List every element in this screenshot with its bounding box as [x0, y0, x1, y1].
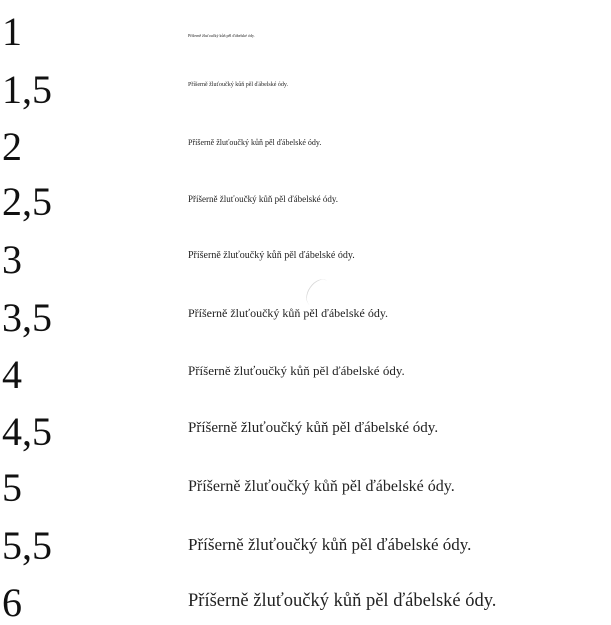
- sample-text: Příšerně žluťoučký kůň pěl ďábelské ódy.: [188, 250, 355, 261]
- size-label: 3: [2, 237, 22, 282]
- sample-text: Příšerně žluťoučký kůň pěl ďábelské ódy.: [188, 82, 289, 88]
- size-label: 2,5: [2, 179, 52, 224]
- sample-text: Příšerně žluťoučký kůň pěl ďábelské ódy.: [188, 33, 255, 38]
- sample-text: Příšerně žluťoučký kůň pěl ďábelské ódy.: [188, 363, 405, 378]
- sample-text: Příšerně žluťoučký kůň pěl ďábelské ódy.: [188, 591, 497, 611]
- sample-text: Příšerně žluťoučký kůň pěl ďábelské ódy.: [188, 420, 439, 436]
- size-label: 3,5: [2, 295, 52, 340]
- size-label: 5: [2, 465, 22, 510]
- size-label: 2: [2, 124, 22, 169]
- size-label: 1: [2, 9, 22, 54]
- size-label: 1,5: [2, 67, 52, 112]
- sample-text: Příšerně žluťoučký kůň pěl ďábelské ódy.: [188, 138, 322, 147]
- sample-text: Příšerně žluťoučký kůň pěl ďábelské ódy.: [188, 194, 339, 204]
- size-label: 6: [2, 580, 22, 625]
- sample-text: Příšerně žluťoučký kůň pěl ďábelské ódy.: [188, 478, 455, 495]
- size-label: 4,5: [2, 409, 52, 454]
- sample-text: Příšerně žluťoučký kůň pěl ďábelské ódy.: [188, 306, 389, 320]
- sample-text: Příšerně žluťoučký kůň pěl ďábelské ódy.: [188, 535, 472, 554]
- size-label: 4: [2, 352, 22, 397]
- size-label: 5,5: [2, 523, 52, 568]
